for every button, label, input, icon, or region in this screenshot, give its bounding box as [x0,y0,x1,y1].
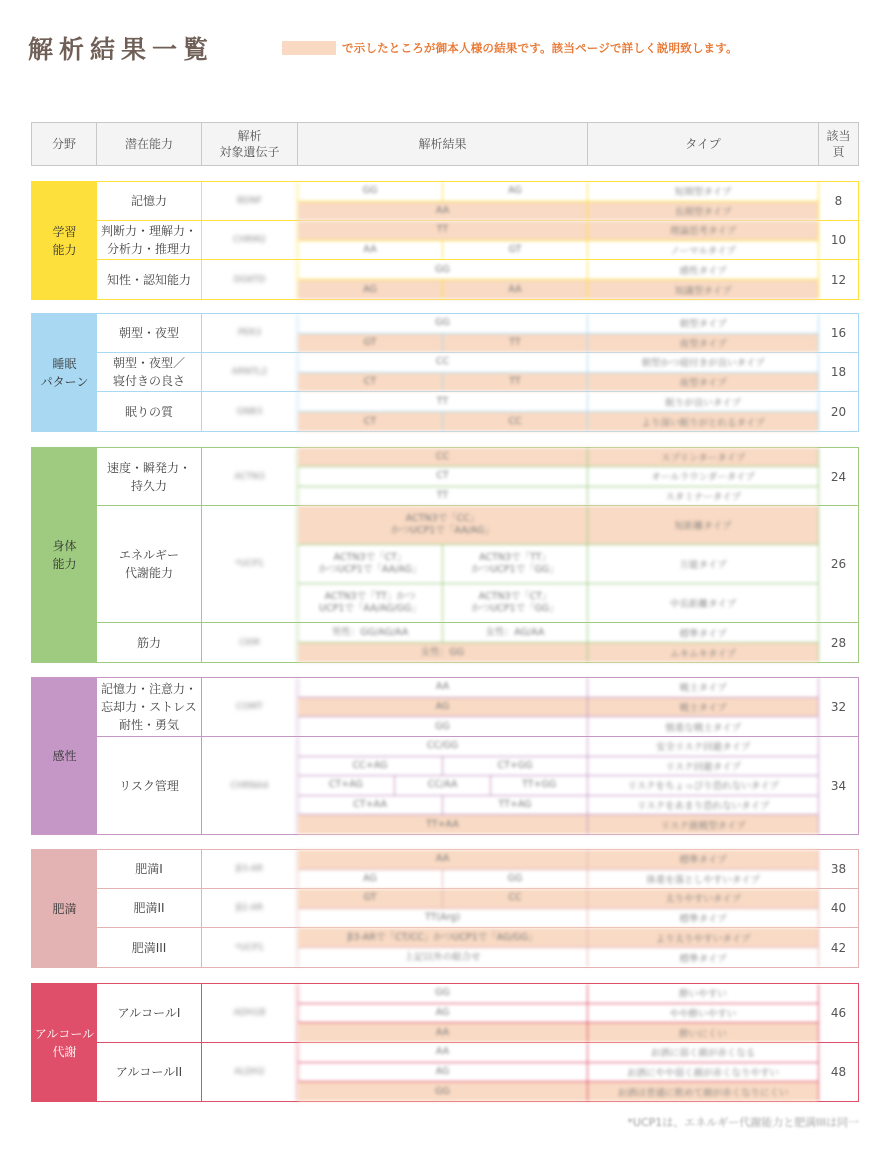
ability-label: 記憶力 [97,182,202,220]
type-label: リスク挑戦型タイプ [660,820,746,832]
result-row [298,487,818,505]
genotype-value: AA [298,202,588,221]
category-group [31,677,859,835]
result-row [298,241,818,260]
result-row [298,584,818,622]
result-row [298,757,818,777]
genotype-value: GG [298,182,443,201]
result-row [298,1043,818,1063]
page-number: 26 [830,557,847,571]
table-row [97,353,858,392]
result-block [298,678,819,736]
result-block [298,182,819,220]
result-block [298,353,819,391]
gene-name: *UCP1 [202,506,298,622]
table-row [97,260,858,299]
type-label: 知識型タイプ [674,285,732,297]
gene-name: ARNTL2 [202,353,298,391]
result-row [298,260,818,280]
table-row [97,1043,858,1101]
result-row-highlighted [298,815,818,834]
table-row [97,850,858,889]
result-row-highlighted [298,889,818,909]
type-label: 長期型タイプ [674,206,732,218]
genotype-value: CC [443,412,588,431]
type-label: 酔いにくい [679,1028,727,1040]
type-label: 標準タイプ [679,855,727,867]
result-row-highlighted [298,280,818,299]
table-row [97,448,858,506]
genotype-value: GG [298,260,588,279]
result-row-highlighted [298,506,818,545]
header-gene: 解析 対象遺伝子 [202,123,298,165]
category-label: 身体 能力 [32,448,97,662]
gene-name: *UCP1 [202,928,298,967]
genotype-value: AG [298,1063,588,1082]
ability-label: リスク管理 [97,737,202,834]
genotype-value: GG [443,870,588,889]
result-row [298,984,818,1004]
genotype-value: ACTN3で「CT」 かつUCP1で「GG」 [443,584,588,622]
result-row-highlighted [298,850,818,870]
page-number: 42 [830,940,847,955]
type-label: 標準タイプ [679,913,727,925]
result-row-highlighted [298,1082,818,1101]
genotype-value: AA [298,1023,588,1042]
genotype-value: AA [298,1043,588,1062]
ability-label: 速度・瞬発力・ 持久力 [97,448,202,505]
result-block [298,221,819,259]
genotype-value: CT [298,412,443,431]
genotype-value: 男性：GG/AG/AA [298,623,443,642]
type-label: 短期型タイプ [674,187,732,199]
genotype-value: GT [298,889,443,908]
result-row [298,870,818,889]
genotype-value: ACTN3で「CC」 かつUCP1で「AA/AG」 [298,506,588,544]
genotype-value: AG [298,280,443,299]
result-row [298,1004,818,1024]
genotype-value: TT [443,334,588,353]
result-block [298,984,819,1042]
genotype-value: CT+GG [443,757,588,776]
category-group [31,313,859,432]
category-label: 感性 [32,678,97,834]
type-label: より深い眠りがとれるタイプ [641,417,765,429]
result-block [298,314,819,352]
type-label: 太りやすいタイプ [665,894,741,906]
type-label: 理論思考タイプ [669,226,737,238]
ability-label: 判断力・理解力・ 分析力・推理力 [97,221,202,259]
result-block [298,850,819,888]
category-label: 睡眠 パターン [32,314,97,431]
ability-label: 朝型・夜型／ 寝付きの良さ [97,353,202,391]
type-label: 万能タイプ [679,560,727,571]
type-label: 安全リスク回避タイプ [655,742,751,754]
page-number: 24 [830,469,847,484]
type-label: 体重を落としやすいタイプ [646,874,760,886]
type-label: リスク回避タイプ [665,761,741,773]
genotype-value: CC+AG [298,757,443,776]
page-number: 46 [830,1006,847,1020]
type-label: スプリンタータイプ [660,453,746,465]
result-row-highlighted [298,412,818,431]
genotype-value: CC [443,889,588,908]
result-block [298,928,819,967]
result-row [298,392,818,412]
highlight-legend-text: で示したところが御本人様の結果です。該当ページで詳しく説明致します。 [342,41,738,55]
table-row [97,221,858,260]
type-label: 朝型かつ寝付きが良いタイプ [641,358,765,370]
type-label: 標準タイプ [679,628,727,640]
result-row-highlighted [298,221,818,241]
result-block [298,392,819,431]
ability-label: アルコールI [97,984,202,1042]
highlight-legend-swatch [282,41,336,55]
footnote: *UCP1は、エネルギー代謝能力と肥満IIIは同一 [627,1116,859,1129]
type-label: リスクをあまり恐れないタイプ [636,801,770,813]
page-number: 10 [830,233,847,247]
genotype-value: AA [443,280,588,299]
result-row [298,909,818,928]
gene-name: COMT [202,678,298,736]
table-row [97,928,858,967]
genotype-value: TT [443,373,588,392]
type-label: 眠りが良いタイプ [665,397,741,409]
result-row [298,182,818,202]
type-label: 酔いやすい [679,989,727,1001]
category-group [31,181,859,300]
gene-name: CHRM2 [202,221,298,259]
category-group [31,983,859,1102]
ability-label: 眠りの質 [97,392,202,431]
ability-label: 肥満I [97,850,202,888]
type-label: 標準タイプ [679,953,727,965]
type-label: お酒に弱く顔が赤くなる [650,1048,756,1060]
page-number: 18 [830,365,847,379]
genotype-value: CT+AA [298,796,443,815]
table-header [31,122,859,166]
result-row [298,776,818,796]
genotype-value: CC [298,353,588,372]
ability-label: 肥満III [97,928,202,967]
result-row [298,717,818,736]
genotype-value: CT [298,467,588,485]
type-label: 短距離タイプ [674,521,732,532]
gene-name: ACTN3 [202,448,298,505]
genotype-value: TT [298,392,588,411]
result-row-highlighted [298,1023,818,1042]
ability-label: 肥満II [97,889,202,927]
genotype-value: TT [298,487,588,505]
genotype-value: 女性：GG [298,643,588,662]
page-number: 20 [830,404,847,419]
table-row [97,737,858,834]
genotype-value: CC/AA [395,776,492,795]
result-row-highlighted [298,373,818,392]
result-row-highlighted [298,202,818,221]
page-number: 38 [830,862,847,876]
ability-label: 朝型・夜型 [97,314,202,352]
type-label: お酒は普通に飲めて顔が赤くなりにくい [617,1087,789,1099]
type-label: 中長距離タイプ [669,599,737,610]
gene-name: PER3 [202,314,298,352]
type-label: ムキムキタイプ [670,648,736,660]
genotype-value: GG [298,314,588,333]
genotype-value: β3-ARで「CT/CC」かつUCP1で「AG/GG」 [298,928,588,947]
result-block [298,260,819,299]
table-row [97,623,858,662]
genotype-value: CT+AG [298,776,395,795]
genotype-value: 上記以外の組合せ [298,948,588,967]
type-label: より太りやすいタイプ [655,933,751,945]
page-number: 16 [830,326,847,340]
result-row [298,467,818,486]
table-row [97,984,858,1043]
category-label: 学習 能力 [32,182,97,299]
category-label: 肥満 [32,850,97,967]
gene-name: ALDH2 [202,1043,298,1101]
result-row [298,353,818,373]
result-row [298,1063,818,1083]
category-label: アルコール 代謝 [32,984,97,1101]
type-label: やや酔いやすい [669,1009,737,1020]
result-row [298,948,818,967]
genotype-value: AG [298,698,588,717]
genotype-value: ACTN3で「TT」かつ UCP1で「AA/AG/GG」 [298,584,443,622]
gene-name: CHRNA4 [202,737,298,834]
result-row-highlighted [298,643,818,662]
type-label: 慎重な戦士タイプ [665,722,741,734]
type-label: ノーマルタイプ [670,245,736,257]
genotype-value: GT [298,334,443,353]
result-block [298,623,819,662]
page-title: 解析結果一覧 [28,35,215,64]
gene-name: CKM [202,623,298,662]
genotype-value: AA [298,678,588,697]
page-number: 32 [830,700,847,714]
type-label: スタミナータイプ [665,491,741,503]
page-number: 40 [830,901,847,915]
header-result: 解析結果 [298,123,588,165]
result-row [298,314,818,334]
genotype-value: TT+AG [443,796,588,815]
table-row [97,678,858,737]
result-row-highlighted [298,928,818,948]
genotype-value: TT+GG [491,776,588,795]
ability-label: 記憶力・注意力・ 忘却力・ストレス 耐性・勇気 [97,678,202,736]
genotype-value: GG [298,717,588,736]
page-number: 8 [834,194,843,208]
result-block [298,889,819,927]
page-number: 34 [830,778,847,793]
gene-name: BDNF [202,182,298,220]
type-label: 感性タイプ [679,265,727,277]
header-field: 分野 [32,123,97,165]
table-row [97,182,858,221]
type-label: リスクをちょっぴり恐れないタイプ [627,781,779,793]
header-ability: 潜在能力 [97,123,202,165]
type-label: オールラウンダータイプ [651,472,755,484]
page-number: 12 [830,272,847,287]
genotype-value: TT+AA [298,815,588,834]
result-row [298,796,818,816]
gene-name: GNB3 [202,392,298,431]
result-block [298,506,819,622]
table-row [97,889,858,928]
ability-label: エネルギー 代謝能力 [97,506,202,622]
genotype-value: ACTN3で「CT」 かつUCP1で「AA/AG」 [298,545,443,583]
ability-label: 知性・認知能力 [97,260,202,299]
genotype-value: TT [298,221,588,240]
header-page: 該当 頁 [826,129,851,159]
ability-label: 筋力 [97,623,202,662]
gene-name: DGKTD [202,260,298,299]
genotype-value: AA [298,850,588,869]
page-number: 28 [830,635,847,650]
result-row-highlighted [298,334,818,353]
genotype-value: GG [298,1082,588,1101]
genotype-value: AA [298,241,443,260]
genotype-value: AG [298,870,443,889]
genotype-value: GG [298,984,588,1003]
ability-label: アルコールII [97,1043,202,1101]
genotype-value: AG [443,182,588,201]
table-row [97,506,858,623]
result-row [298,678,818,698]
category-group [31,447,859,663]
genotype-value: CT [298,373,443,392]
genotype-value: CC/GG [298,737,588,756]
result-row [298,623,818,643]
type-label: 夜型タイプ [679,377,727,389]
type-label: 戦士タイプ [679,703,727,714]
result-row-highlighted [298,448,818,467]
result-block [298,1043,819,1101]
genotype-value: GT [443,241,588,260]
result-block [298,448,819,505]
result-block [298,737,819,834]
genotype-value: TT(Arg) [298,909,588,928]
genotype-value: 女性：AG/AA [443,623,588,642]
table-row [97,392,858,431]
header-type: タイプ [588,123,819,165]
gene-name: β2-AR [202,889,298,927]
result-row-highlighted [298,698,818,718]
table-row [97,314,858,353]
type-label: 夜型タイプ [679,338,727,350]
type-label: お酒にやや弱く顔が赤くなりやすい [626,1068,779,1079]
category-group [31,849,859,968]
type-label: 朝型タイプ [679,319,727,331]
result-row [298,545,818,584]
gene-name: β3-AR [202,850,298,888]
type-label: 戦士タイプ [679,683,727,695]
genotype-value: ACTN3で「TT」 かつUCP1で「GG」 [443,545,588,583]
genotype-value: CC [298,448,588,466]
genotype-value: AG [298,1004,588,1023]
result-row [298,737,818,757]
page-number: 48 [830,1065,847,1079]
gene-name: ADH1B [202,984,298,1042]
